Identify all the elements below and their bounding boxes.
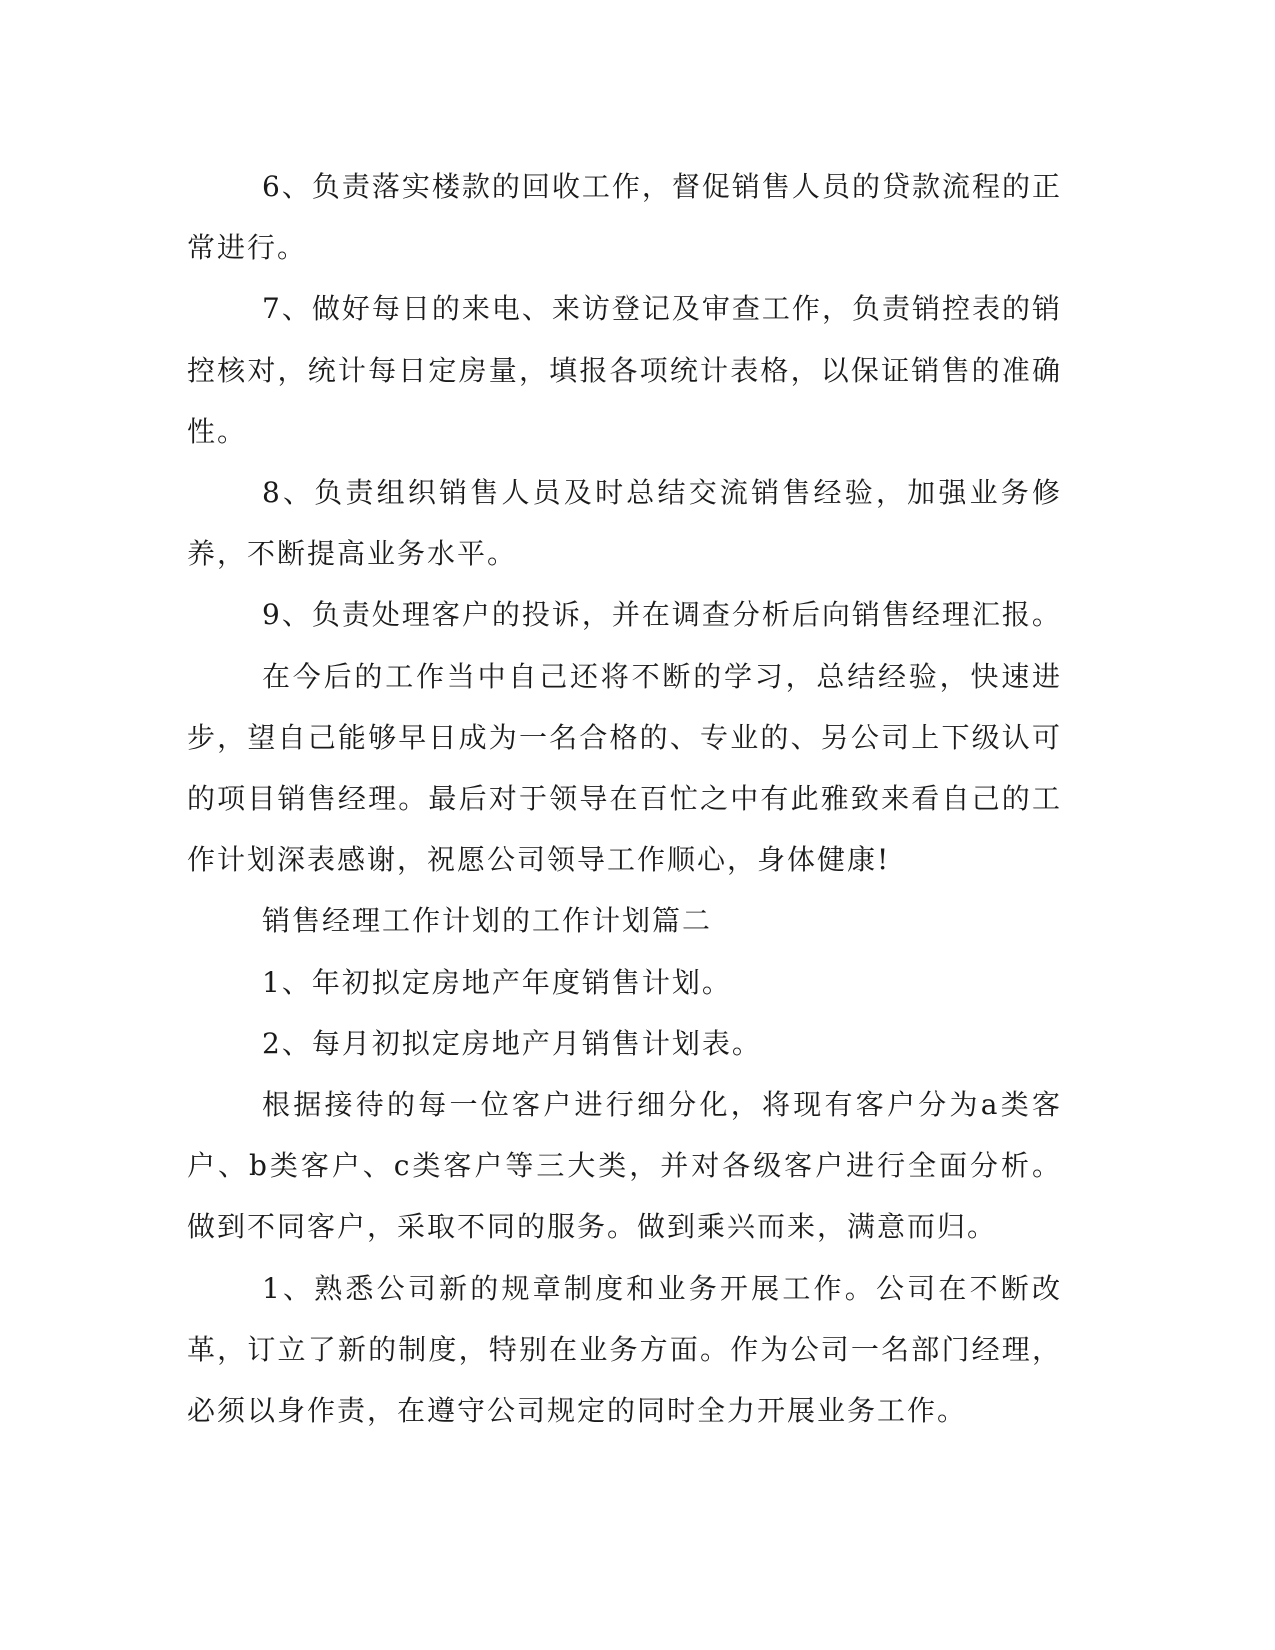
paragraph-item-6-payment-collection: 6、负责落实楼款的回收工作，督促销售人员的贷款流程的正常进行。 [187,170,1062,265]
paragraph-item-8-sales-experience: 8、负责组织销售人员及时总结交流销售经验，加强业务修养，不断提高业务水平。 [187,476,1062,571]
document-body [187,156,1062,1441]
section-heading: 销售经理工作计划的工作计划篇二 [262,904,713,938]
paragraph-annual-plan: 1、年初拟定房地产年度销售计划。 [262,965,732,999]
paragraph-customer-segmentation: 根据接待的每一位客户进行细分化，将现有客户分为a类客户、b类客户、c类客户等三大类，并对各级客户进行全面分析。做到不同客户，采取不同的服务。做到乘兴而来，满意而归。 [187,1088,1062,1244]
paragraph-closing-remarks: 在今后的工作当中自己还将不断的学习，总结经验，快速进步，望自己能够早日成为一名合格的、专业的、另公司上下级认可的项目销售经理。最后对于领导在百忙之中有此雅致来看自己的工作计划深表感谢，祝愿公司领导工作顺心，身体健康! [187,659,1062,877]
paragraph-item-7-daily-registration: 7、做好每日的来电、来访登记及审查工作，负责销控表的销控核对，统计每日定房量，填报各项统计表格，以保证销售的准确性。 [187,292,1062,448]
paragraph-item-9-customer-complaints: 9、负责处理客户的投诉，并在调查分析后向销售经理汇报。 [262,598,1062,632]
paragraph-company-rules: 1、熟悉公司新的规章制度和业务开展工作。公司在不断改革，订立了新的制度，特别在业务方面。作为公司一名部门经理，必须以身作责，在遵守公司规定的同时全力开展业务工作。 [187,1271,1062,1428]
paragraph-monthly-plan: 2、每月初拟定房地产月销售计划表。 [262,1026,762,1060]
